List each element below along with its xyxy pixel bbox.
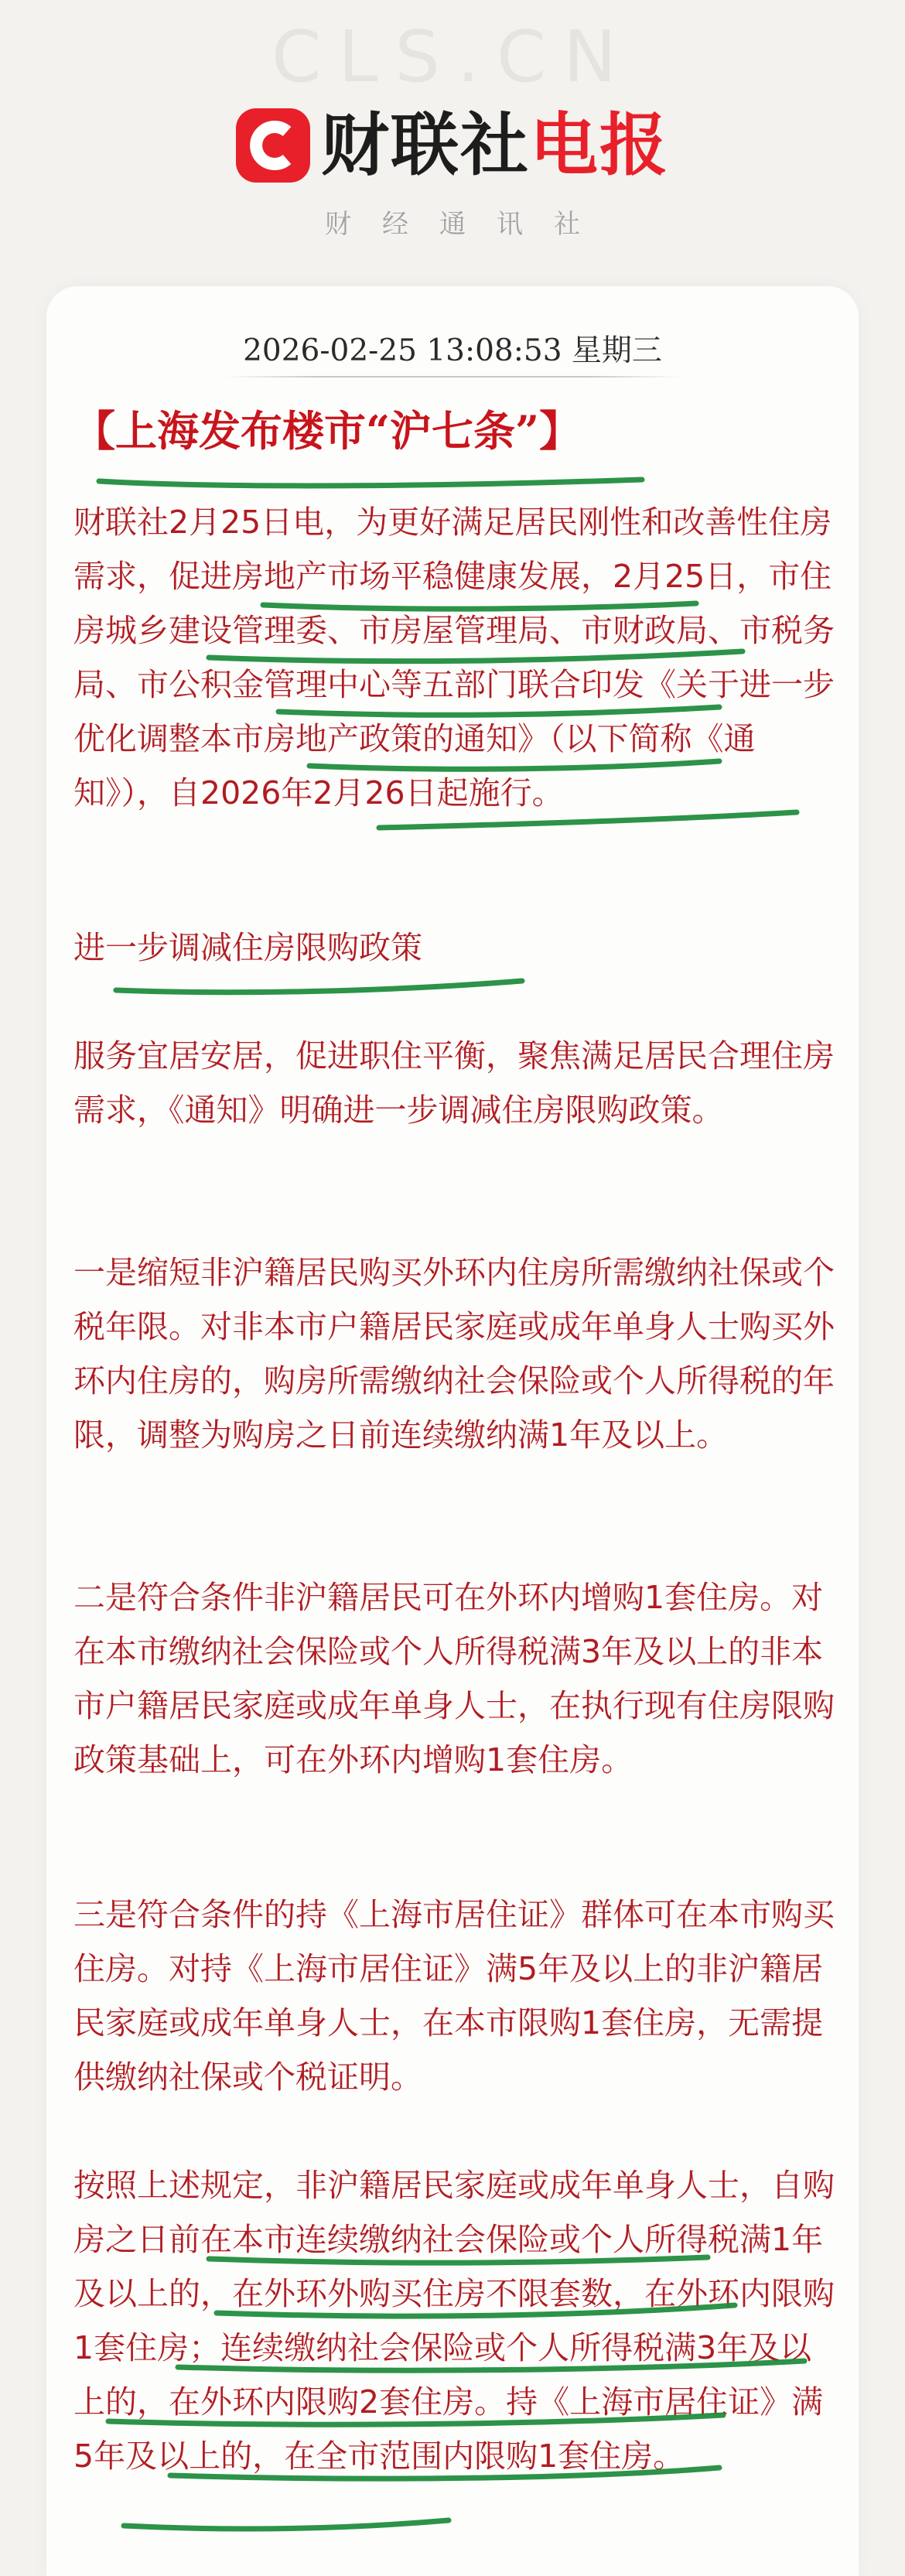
section-heading: 进一步调减住房限购政策 bbox=[73, 929, 422, 966]
watermark: CLS.CN bbox=[271, 15, 634, 98]
article-paragraph-point-three: 三是符合条件的持《上海市居住证》群体可在本市购买住房。对持《上海市居住证》满5年及以上的非沪籍居民家庭或成年单身人士，在本市限购1套住房，无需提供缴纳社保或个税证明。 bbox=[73, 1896, 835, 2096]
brand-header bbox=[0, 105, 905, 185]
article-paragraph-conclusion: 按照上述规定，非沪籍居民家庭或成年单身人士，自购房之日前在本市连续缴纳社会保险或个人所得税满1年及以上的，在外环外购买住房不限套数，在外环内限购1套住房；连续缴纳社会保险或个人所得税满3年及以上的，在外环内限购2套住房。持《上海市居住证》满5年及以上的，在全市范围内限购1套住房。 bbox=[73, 2167, 835, 2475]
brand-name-red: 电报 bbox=[530, 105, 670, 185]
article-headline: 【上海发布楼市“沪七条”】 bbox=[73, 406, 582, 456]
timestamp-divider bbox=[224, 376, 681, 378]
article-paragraph-intro: 财联社2月25日电，为更好满足居民刚性和改善性住房需求，促进房地产市场平稳健康发展，2月25日，市住房城乡建设管理委、市房屋管理局、市财政局、市税务局、市公积金管理中心等五部门联合印发《关于进一步优化调整本市房地产政策的通知》（以下简称《通知》），自2026年2月26日起施行。 bbox=[73, 504, 835, 811]
article-paragraph-summary: 服务宜居安居，促进职住平衡，聚焦满足居民合理住房需求，《通知》明确进一步调减住房限购政策。 bbox=[73, 1037, 835, 1129]
article-paragraph-point-two: 二是符合条件非沪籍居民可在外环内增购1套住房。对在本市缴纳社会保险或个人所得税满3年及以上的非本市户籍居民家庭或成年单身人士，在执行现有住房限购政策基础上，可在外环内增购1套住房。 bbox=[73, 1579, 835, 1778]
brand-name bbox=[320, 105, 670, 185]
article-paragraph-point-one: 一是缩短非沪籍居民购买外环内住房所需缴纳社保或个税年限。对非本市户籍居民家庭或成年单身人士购买外环内住房的，购房所需缴纳社会保险或个人所得税的年限，调整为购房之日前连续缴纳满1年及以上。 bbox=[73, 1254, 835, 1454]
brand-name-black: 财联社 bbox=[320, 105, 530, 185]
cls-c-logo-icon bbox=[236, 108, 310, 183]
brand-subtitle: 财经通讯社 bbox=[325, 209, 611, 240]
article-timestamp: 2026-02-25 13:08:53 星期三 bbox=[243, 333, 662, 368]
